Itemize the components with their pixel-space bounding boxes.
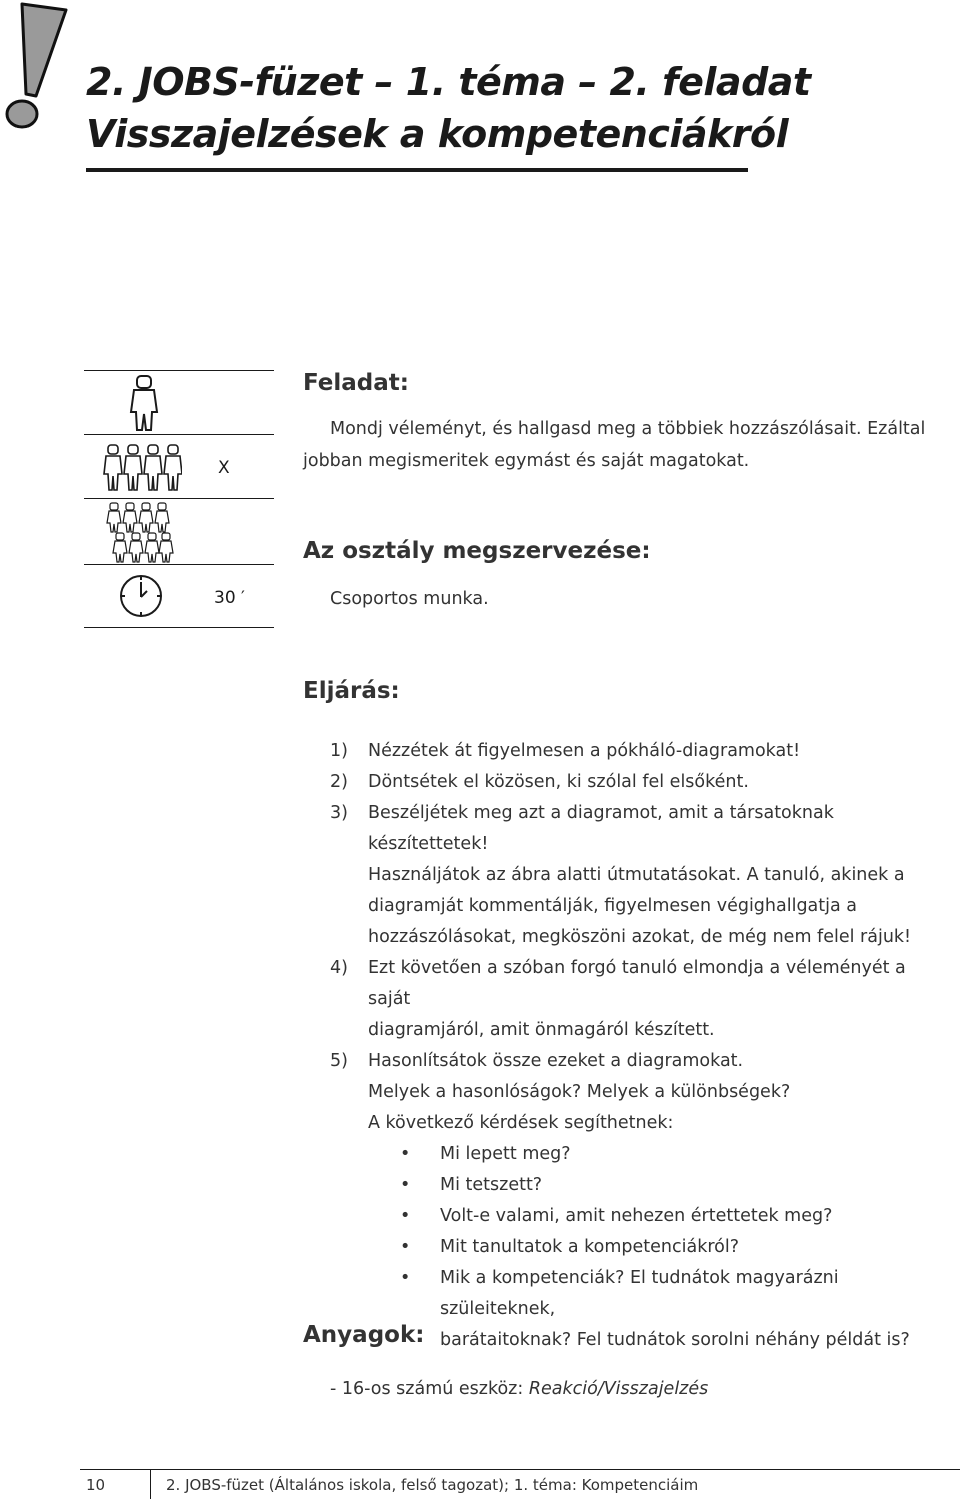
page-number: 10: [86, 1476, 106, 1494]
steps-list: [330, 736, 950, 1139]
task-text-line-2: jobban megismeritek egymást és saját magatokat.: [303, 451, 750, 471]
materials-item-title: Reakció/Visszajelzés: [528, 1379, 709, 1399]
step-text-line: Beszéljétek meg azt a diagramot, amit a társatoknak készítettetek!: [368, 803, 834, 854]
question-item: [400, 1263, 950, 1356]
question-text-line: Mi lepett meg?: [440, 1144, 571, 1164]
organization-text: Csoportos munka.: [330, 589, 489, 609]
step-text-line: Melyek a hasonlóságok? Melyek a különbségek?: [368, 1082, 791, 1102]
task-heading: Feladat:: [303, 370, 409, 396]
step-text-line: Hasonlítsátok össze ezeket a diagramokat.: [368, 1051, 744, 1071]
step-number: 1): [330, 741, 348, 761]
whole-class-icon: [104, 502, 174, 564]
question-text-line: Mi tetszett?: [440, 1175, 543, 1195]
exclamation-mark-icon: [0, 0, 72, 140]
page-title-line-1: 2. JOBS-füzet – 1. téma – 2. feladat: [86, 60, 811, 104]
question-text-line: Mit tanultatok a kompetenciákról?: [440, 1237, 740, 1257]
step-text-line: Ezt követően a szóban forgó tanuló elmondja a véleményét a saját: [368, 958, 906, 1009]
footer-rule: [80, 1469, 960, 1470]
bullet-icon: •: [400, 1237, 411, 1257]
question-item: [400, 1170, 950, 1201]
question-text-line: barátaitoknak? Fel tudnátok sorolni néhány példát is?: [440, 1330, 910, 1350]
single-person-icon: [126, 374, 162, 432]
procedure-step: [330, 798, 950, 953]
step-text-line: A következő kérdések segíthetnek:: [368, 1113, 674, 1133]
questions-list: [400, 1139, 950, 1356]
sidebar-rule-4: [84, 564, 274, 565]
clock-icon: [116, 572, 166, 620]
step-number: 2): [330, 772, 348, 792]
sidebar-rule-3: [84, 498, 274, 499]
question-item: [400, 1201, 950, 1232]
page-title-line-2: Visszajelzések a kompetenciákról: [86, 112, 789, 156]
sidebar-rule-2: [84, 434, 274, 435]
bullet-icon: •: [400, 1175, 411, 1195]
footer-divider: [150, 1469, 151, 1499]
organization-heading: Az osztály megszervezése:: [303, 538, 651, 564]
step-number: 5): [330, 1051, 348, 1071]
task-text-line-1: Mondj véleményt, és hallgasd meg a többiek hozzászólásait. Ezáltal: [330, 419, 926, 439]
step-text-line: hozzászólásokat, megköszöni azokat, de még nem felel rájuk!: [368, 927, 912, 947]
question-text-line: Mik a kompetenciák? El tudnátok magyarázni szüleiteknek,: [440, 1268, 839, 1319]
procedure-steps: [330, 736, 950, 1356]
procedure-step: [330, 1046, 950, 1139]
materials-item-prefix: - 16-os számú eszköz:: [330, 1379, 529, 1399]
procedure-heading: Eljárás:: [303, 678, 400, 704]
materials-item: [330, 1374, 708, 1405]
sidebar-rule-bottom: [84, 627, 274, 628]
bullet-icon: •: [400, 1144, 411, 1164]
materials-heading: Anyagok:: [303, 1322, 425, 1348]
question-text-line: Volt-e valami, amit nehezen értettetek meg?: [440, 1206, 833, 1226]
duration-label: 30 ′: [214, 588, 245, 608]
step-text-line: diagramjáról, amit önmagáról készített.: [368, 1020, 715, 1040]
step-text-line: Nézzétek át figyelmesen a pókháló-diagramokat!: [368, 741, 801, 761]
small-group-icon: [102, 444, 182, 492]
procedure-step: [330, 953, 950, 1046]
step-number: 3): [330, 803, 348, 823]
question-item: [400, 1139, 950, 1170]
procedure-step: [330, 767, 950, 798]
step-number: 4): [330, 958, 348, 978]
sidebar-rule-top: [84, 370, 274, 371]
footer-text: 2. JOBS-füzet (Általános iskola, felső tagozat); 1. téma: Kompetenciáim: [166, 1476, 699, 1494]
bullet-icon: •: [400, 1206, 411, 1226]
step-text-line: Döntsétek el közösen, ki szólal fel elsőként.: [368, 772, 749, 792]
step-text-line: Használjátok az ábra alatti útmutatásokat. A tanuló, akinek a: [368, 865, 905, 885]
step-text-line: diagramját kommentálják, figyelmesen végighallgatja a: [368, 896, 858, 916]
procedure-step: [330, 736, 950, 767]
bullet-icon: •: [400, 1268, 411, 1288]
title-underline: [86, 168, 748, 172]
question-item: [400, 1232, 950, 1263]
group-size-marker: X: [218, 458, 230, 478]
